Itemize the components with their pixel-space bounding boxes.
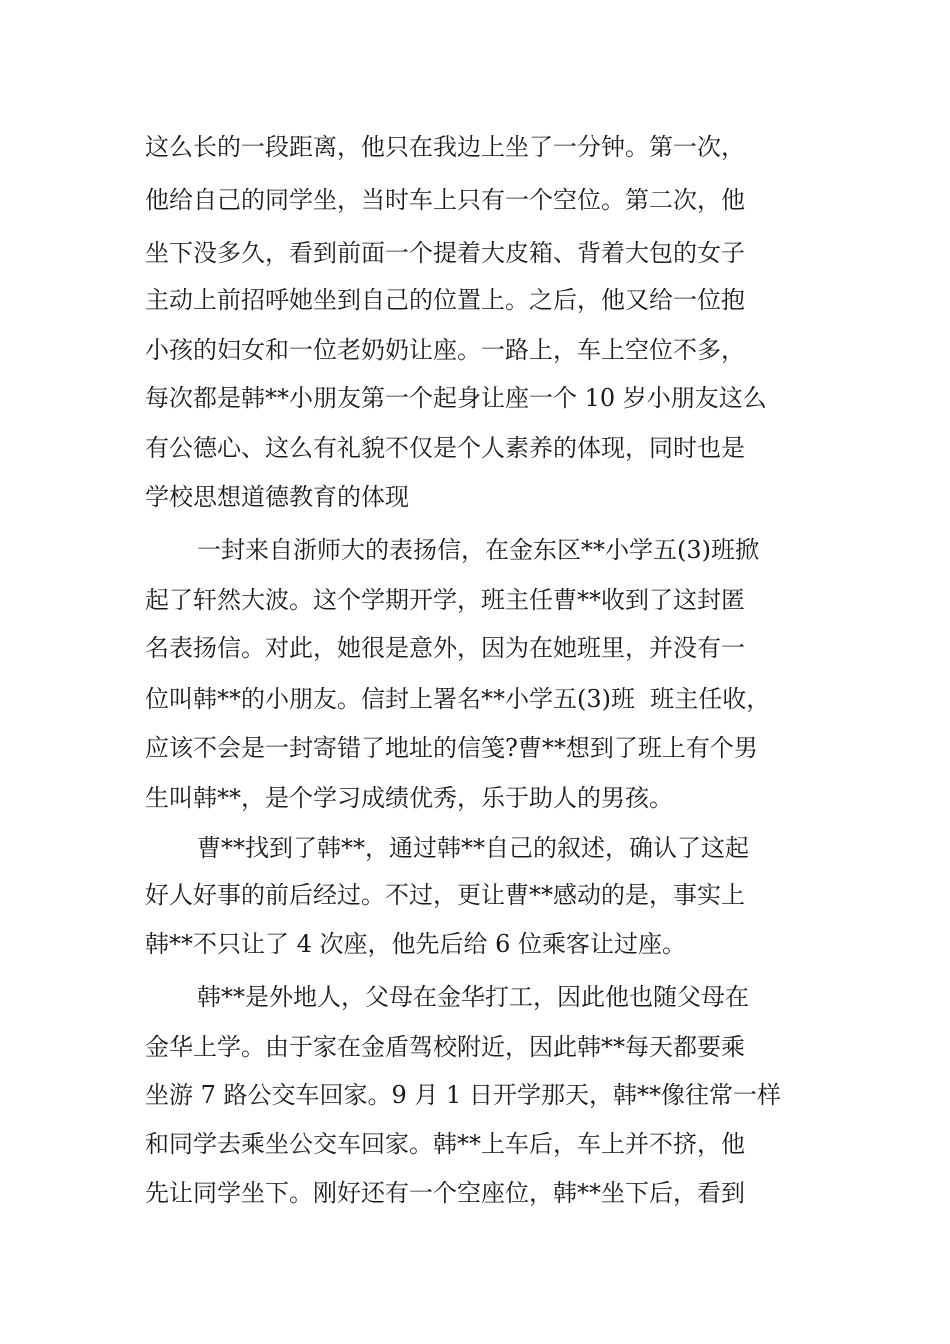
text-line: 金华上学。由于家在金盾驾校附近，因此韩**每天都要乘 [145, 1033, 745, 1061]
text-line: 和同学去乘坐公交车回家。韩**上车后，车上并不挤，他 [145, 1130, 745, 1158]
text-line: 有公德心、这么有礼貌不仅是个人素养的体现，同时也是 [145, 434, 745, 462]
paragraph-first-line: 曹**找到了韩**，通过韩**自己的叙述，确认了这起 [197, 834, 749, 862]
paragraph-first-line: 一封来自浙师大的表扬信，在金东区**小学五(3)班掀 [197, 536, 759, 564]
text-line: 他给自己的同学坐，当时车上只有一个空位。第二次，他 [145, 186, 745, 214]
text-line: 学校思想道德教育的体现 [145, 483, 409, 511]
text-line: 应该不会是一封寄错了地址的信笺?曹**想到了班上有个男 [145, 734, 758, 762]
text-line: 位叫韩**的小朋友。信封上署名**小学五(3)班 班主任收， [145, 685, 771, 713]
text-line: 这么长的一段距离，他只在我边上坐了一分钟。第一次， [145, 133, 745, 161]
text-line: 坐游 7 路公交车回家。9 月 1 日开学那天，韩**像往常一样 [145, 1081, 781, 1109]
text-line: 韩**不只让了 4 次座，他先后给 6 位乘客让过座。 [145, 930, 687, 958]
paragraph-first-line: 韩**是外地人，父母在金华打工，因此他也随父母在 [197, 983, 749, 1011]
text-line: 每次都是韩**小朋友第一个起身让座一个 10 岁小朋友这么 [145, 384, 767, 412]
text-line: 先让同学坐下。刚好还有一个空座位，韩**坐下后，看到 [145, 1179, 745, 1207]
text-line: 起了轩然大波。这个学期开学，班主任曹**收到了这封匿 [145, 586, 745, 614]
text-line: 主动上前招呼她坐到自己的位置上。之后，他又给一位抱 [145, 286, 745, 314]
text-line: 小孩的妇女和一位老奶奶让座。一路上，车上空位不多， [145, 336, 745, 364]
text-line: 名表扬信。对此，她很是意外，因为在她班里，并没有一 [145, 634, 745, 662]
text-line: 好人好事的前后经过。不过，更让曹**感动的是，事实上 [145, 881, 745, 909]
text-line: 生叫韩**，是个学习成绩优秀，乐于助人的男孩。 [145, 784, 673, 812]
text-line: 坐下没多久，看到前面一个提着大皮箱、背着大包的女子 [145, 239, 745, 267]
